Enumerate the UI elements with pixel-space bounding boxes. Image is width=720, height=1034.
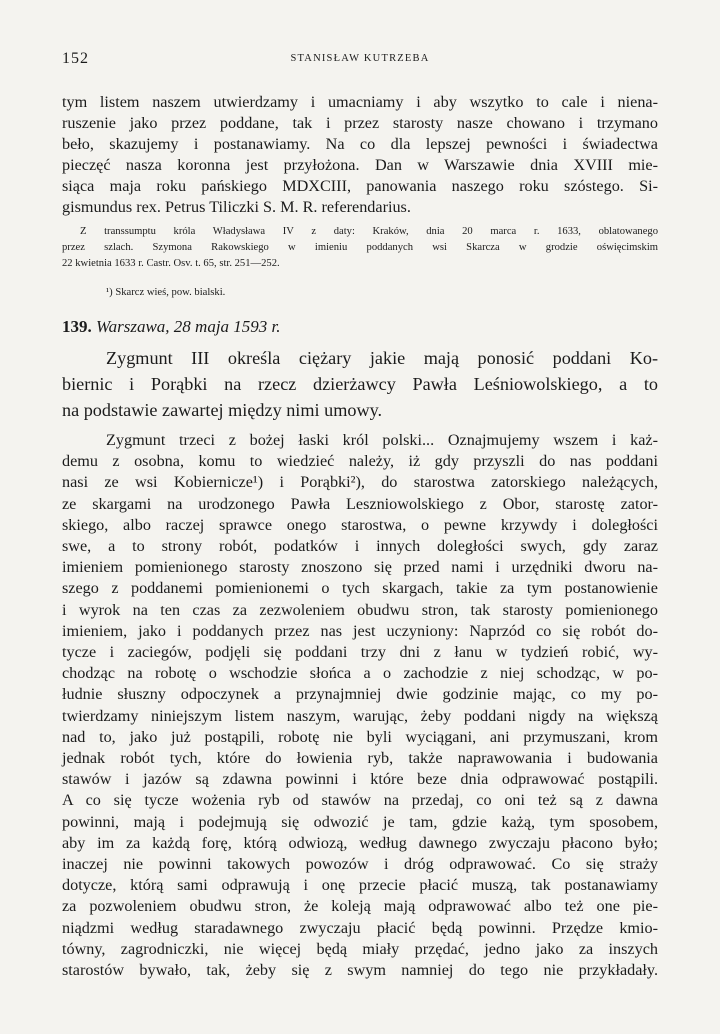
text-line: nasi ze wsi Kobiernicze¹) i Porąbki²), do starostwa zatorskiego należących, [62, 473, 658, 492]
text-line: imieniem, jako i poddanych przez nas jest uczyniony: Naprzód co się robót do- [62, 621, 658, 640]
summary-line: na podstawie zawartej między nimi umowy. [62, 400, 383, 420]
text-line: łudnie słuszny odpoczynek a przynajmniej dwie godzinie mając, co my po- [62, 685, 658, 704]
note-line: 22 kwietnia 1633 r. Castr. Osv. t. 65, str. 251—252. [62, 258, 280, 269]
text-line: tówny, zagrodniczki, nie więcej będą miały przędać, jedno jako za inszych [62, 939, 658, 958]
text-line: skiego, albo raczej sprawce onego starostwa, o pewne krzywdy i doległości [62, 515, 658, 534]
text-line: pieczęć nasza koronna jest przyłożona. Dan w Warszawie dnia XVIII mie- [62, 156, 658, 174]
text-line: chodząc na robotę o wschodzie słońca a o zachodzie z niej schodząc, w po- [62, 664, 658, 683]
document-place-date: Warszawa, 28 maja 1593 r. [96, 317, 281, 336]
text-line: Zygmunt trzeci z bożej łaski król polski... Oznajmujemy wszem i każ- [106, 431, 658, 449]
page-header [62, 50, 658, 70]
text-line: ruszenie jako przez poddane, tak i przez starosty nasze chowano i trzymano [62, 114, 658, 132]
text-line: tym listem naszem utwierdzamy i umacniamy i aby wszytko to cale i niena- [62, 93, 658, 111]
text-line: niądzmi według staradawnego zwyczaju płacić będą powinni. Przędze kmio- [62, 918, 658, 937]
text-line: demu z osobna, komu to wiedzieć należy, iż gdy przyszli do nas poddani [62, 452, 658, 471]
summary-line: Zygmunt III określa ciężary jakie mają ponosić poddani Ko- [106, 348, 658, 368]
page-number: 152 [62, 50, 89, 67]
text-line: starostów bywało, tak, żeby się z swym namniej do tego nie przykładały. [62, 961, 658, 979]
text-line: za pozwoleniem obudwu stron, że koleją mają odprawować albo też one pie- [62, 897, 658, 916]
text-line: inaczej nie powinni takowych powozów i dróg odprawować. Co się straży [62, 855, 658, 873]
text-line: dotycze, którą sami odprawują i onę przecie płacić muszą, tak postanawiamy [62, 876, 658, 895]
text-line: aby im za każdą forę, którą odwiozą, według dawnego zwyczaju płacono było; [62, 833, 658, 852]
text-line: A co się tycze wożenia ryb od stawów na przedaj, co oni też są z dawna [62, 791, 658, 810]
text-line: beło, skazujemy i postanawiamy. Na co dla lepszej pewności i świadectwa [62, 135, 658, 153]
note-line: przez szlach. Szymona Rakowskiego w imieniu poddanych wsi Skarcza w grodzie oświęcimskim [62, 242, 658, 253]
text-line: swe, a to strony robót, podatków i innych doległości swych, gdy zaraz [62, 537, 658, 555]
text-line: szego z poddanemi pomienionemi o tych skargach, takie za tym postanowienie [62, 579, 658, 598]
text-line: nad to, jako już postąpili, robotę nie byli wyciągani, ani przymuszani, krom [62, 727, 658, 746]
text-line: siąca maja roku pańskiego MDXCIII, panowania naszego roku szóstego. Si- [62, 177, 658, 195]
text-line: stawów i jazów są zdawna powinni i które beze dnia odprawować postąpili. [62, 770, 658, 789]
text-line: gismundus rex. Petrus Tiliczki S. M. R. referendarius. [62, 198, 411, 216]
text-line: jednak robót tych, które do łowienia ryb, także naprawowania i budowania [62, 749, 658, 767]
text-line: twierdzamy niniejszym listem naszym, warując, żeby poddani nigdy na większą [62, 706, 658, 725]
note-line: Z transsumptu króla Władysława IV z daty: Kraków, dnia 20 marca r. 1633, oblatowanego [80, 226, 658, 237]
summary-line: biernic i Porąbki na rzecz dzierżawcy Pawła Leśniowolskiego, a to [62, 374, 658, 394]
text-line: i wyrok na ten czas za zezwoleniem obudwu stron, tak starosty pomienionego [62, 600, 658, 619]
text-line: powinni, mają i podejmują się odwozić je tam, gdzie każą, tym sposobem, [62, 812, 658, 831]
document-number: 139. [62, 317, 92, 336]
footnote-text: ¹) Skarcz wieś, pow. bialski. [106, 287, 226, 298]
text-line: ze skargami na urodzonego Pawła Leszniowolskiego z Obor, starostę zator- [62, 494, 658, 513]
running-head: STANISŁAW KUTRZEBA [290, 53, 430, 64]
text-line: imieniem pomienionego starosty znoszono się przed nami i urzędniki dworu na- [62, 558, 658, 577]
text-line: tycze i zaciegów, podjęli się poddani trzy dni z łanu w tydzień robić, wy- [62, 643, 658, 661]
